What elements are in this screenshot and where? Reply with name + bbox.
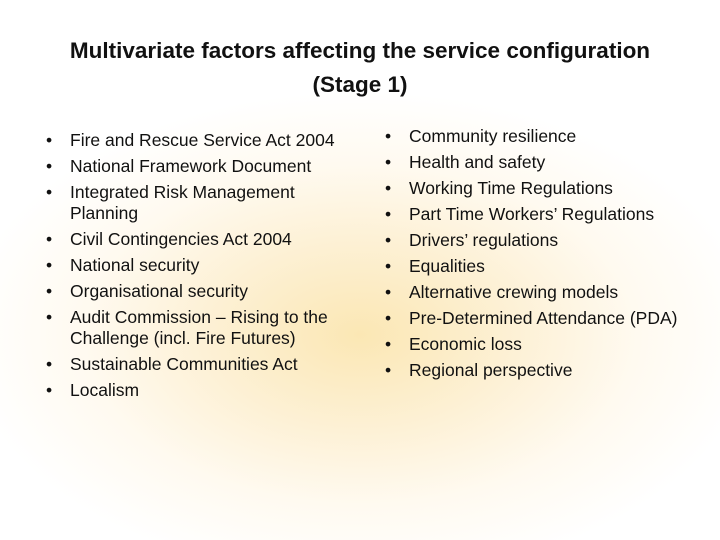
list-item-text: Regional perspective <box>409 360 573 380</box>
bullet-icon: • <box>385 152 392 172</box>
bullet-icon: • <box>46 255 53 275</box>
bullet-icon: • <box>385 204 392 224</box>
bullet-icon: • <box>46 380 53 400</box>
bullet-icon: • <box>385 308 392 328</box>
list-item <box>46 130 336 151</box>
bullet-icon: • <box>385 126 392 146</box>
list-item-text: Drivers’ regulations <box>409 230 559 250</box>
list-item <box>46 156 336 177</box>
list-item <box>385 308 685 329</box>
bullet-icon: • <box>385 230 392 250</box>
list-item-text: Civil Contingencies Act 2004 <box>70 229 292 249</box>
list-item-text: National Framework Document <box>70 156 312 176</box>
list-item <box>385 204 685 225</box>
bullet-icon: • <box>46 307 53 327</box>
slide-title <box>20 34 700 102</box>
list-item-text: Localism <box>70 380 140 400</box>
left-bullet-list <box>46 130 336 406</box>
list-item <box>385 256 685 277</box>
slide-title-line-2: (Stage 1) <box>312 72 408 97</box>
bullet-icon: • <box>385 256 392 276</box>
list-item-text: Part Time Workers’ Regulations <box>409 204 655 224</box>
bullet-icon: • <box>46 229 53 249</box>
list-item <box>46 354 336 375</box>
list-item <box>46 182 336 224</box>
bullet-icon: • <box>385 334 392 354</box>
list-item <box>385 230 685 251</box>
list-item-text: National security <box>70 255 200 275</box>
list-item <box>385 152 685 173</box>
bullet-icon: • <box>46 156 53 176</box>
bullet-icon: • <box>46 354 53 374</box>
bullet-icon: • <box>385 282 392 302</box>
bullet-icon: • <box>385 360 392 380</box>
list-item <box>46 281 336 302</box>
list-item-text: Sustainable Communities Act <box>70 354 298 374</box>
list-item-text: Fire and Rescue Service Act 2004 <box>70 130 335 150</box>
list-item <box>46 307 336 349</box>
list-item <box>385 178 685 199</box>
list-item-text: Equalities <box>409 256 485 276</box>
bullet-icon: • <box>385 178 392 198</box>
bullet-icon: • <box>46 182 53 202</box>
list-item <box>385 360 685 381</box>
list-item <box>46 229 336 250</box>
list-item-text: Health and safety <box>409 152 546 172</box>
bullet-icon: • <box>46 130 53 150</box>
list-item <box>46 255 336 276</box>
list-item <box>385 282 685 303</box>
list-item <box>46 380 336 401</box>
list-item <box>385 334 685 355</box>
list-item-text: Integrated Risk Management Planning <box>70 182 295 223</box>
list-item <box>385 126 685 147</box>
slide-title-line-1: Multivariate factors affecting the service configuration <box>69 38 651 63</box>
right-bullet-list <box>385 126 685 386</box>
list-item-text: Working Time Regulations <box>409 178 613 198</box>
list-item-text: Economic loss <box>409 334 522 354</box>
list-item-text: Alternative crewing models <box>409 282 619 302</box>
list-item-text: Pre-Determined Attendance (PDA) <box>409 308 678 328</box>
list-item-text: Organisational security <box>70 281 248 301</box>
list-item-text: Audit Commission – Rising to the Challenge (incl. Fire Futures) <box>70 307 328 348</box>
list-item-text: Community resilience <box>409 126 577 146</box>
bullet-icon: • <box>46 281 53 301</box>
